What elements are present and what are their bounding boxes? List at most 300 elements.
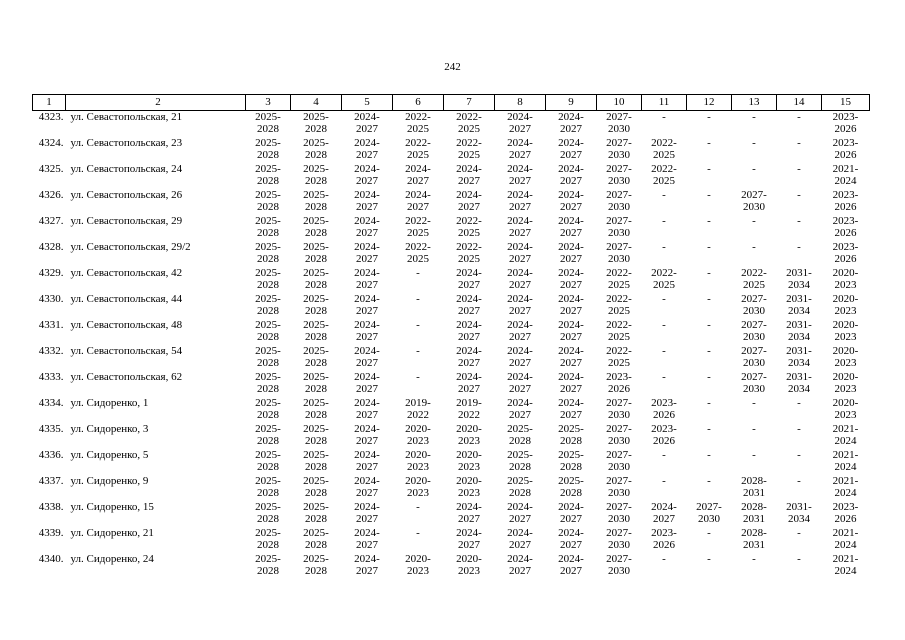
period-cell: [687, 475, 732, 501]
period-end: 2024: [834, 565, 857, 577]
period-cell: [495, 189, 546, 215]
row-number: 4326.: [38, 189, 64, 201]
row-number: 4339.: [38, 527, 64, 539]
period-cell: [291, 163, 342, 189]
period-start: 2020-: [832, 319, 859, 331]
period-start: 2020-: [456, 449, 482, 461]
period-cell: [687, 527, 732, 553]
period-end: 2023: [834, 305, 857, 317]
period-end: 2034: [788, 513, 810, 525]
period-end: 2027: [560, 227, 582, 239]
period-start: -: [416, 267, 420, 279]
period-end: 2027: [356, 305, 378, 317]
period-cell: [246, 345, 291, 371]
period-start: 2023-: [651, 397, 677, 409]
period-end: 2027: [407, 175, 429, 187]
period-cell: [687, 215, 732, 241]
column-header: 14: [777, 95, 822, 111]
period-cell: [342, 189, 393, 215]
period-start: -: [707, 215, 711, 227]
table-row: [33, 189, 870, 215]
period-start: 2023-: [832, 189, 859, 201]
column-header: 8: [495, 95, 546, 111]
period-cell: [444, 527, 495, 553]
period-cell: [342, 423, 393, 449]
period-end: 2027: [356, 149, 378, 161]
period-end: 2028: [560, 435, 582, 447]
period-start: 2025-: [558, 449, 584, 461]
period-end: 2025: [743, 279, 765, 291]
period-cell: [246, 189, 291, 215]
period-end: 2027: [560, 565, 582, 577]
period-end: 2027: [458, 201, 480, 213]
period-cell: [342, 397, 393, 423]
period-start: 2020-: [405, 423, 431, 435]
period-cell: [444, 397, 495, 423]
period-start: 2024-: [558, 137, 584, 149]
period-start: -: [707, 319, 711, 331]
period-end: 2027: [356, 175, 378, 187]
period-start: -: [662, 189, 666, 201]
period-cell: [597, 371, 642, 397]
period-start: 2022-: [606, 293, 632, 305]
period-start: 2024-: [354, 137, 380, 149]
table-row: [33, 293, 870, 319]
period-start: 2021-: [832, 527, 859, 539]
period-start: 2025-: [255, 241, 281, 253]
period-end: 2025: [407, 149, 429, 161]
column-header: 13: [732, 95, 777, 111]
period-cell: [291, 137, 342, 163]
period-start: -: [797, 189, 801, 201]
period-start: -: [662, 241, 666, 253]
period-end: 2025: [458, 149, 480, 161]
period-start: 2024-: [354, 215, 380, 227]
period-end: 2027: [560, 409, 582, 421]
period-cell: [393, 215, 444, 241]
period-cell: [246, 449, 291, 475]
period-start: 2020-: [405, 449, 431, 461]
period-start: 2024-: [507, 241, 533, 253]
period-cell: [777, 189, 822, 215]
period-cell: [342, 501, 393, 527]
period-cell: [822, 241, 870, 267]
period-start: 2024-: [558, 527, 584, 539]
period-end: 2027: [560, 383, 582, 395]
period-end: 2028: [305, 357, 327, 369]
period-end: 2024: [834, 435, 857, 447]
row-number: 4325.: [38, 163, 64, 175]
row-number: 4336.: [38, 449, 64, 461]
period-start: 2024-: [456, 163, 482, 175]
period-end: 2028: [257, 435, 279, 447]
period-start: 2021-: [832, 553, 859, 565]
period-end: 2023: [407, 565, 429, 577]
period-cell: [642, 189, 687, 215]
period-start: 2027-: [606, 423, 632, 435]
period-start: 2025-: [303, 449, 329, 461]
period-cell: [822, 293, 870, 319]
period-end: 2027: [509, 383, 531, 395]
period-end: 2027: [509, 175, 531, 187]
period-start: 2025-: [303, 267, 329, 279]
period-start: 2022-: [741, 267, 767, 279]
period-end: 2034: [788, 305, 810, 317]
period-start: -: [797, 553, 801, 565]
period-end: 2027: [509, 305, 531, 317]
period-cell: [597, 189, 642, 215]
period-end: 2027: [509, 201, 531, 213]
period-cell: [642, 111, 687, 138]
period-cell: [642, 267, 687, 293]
period-start: -: [797, 111, 801, 123]
period-end: 2027: [458, 305, 480, 317]
period-start: 2027-: [741, 371, 767, 383]
period-cell: [777, 345, 822, 371]
period-start: 2031-: [786, 319, 812, 331]
period-end: 2028: [305, 539, 327, 551]
period-cell: [687, 449, 732, 475]
period-cell: [732, 527, 777, 553]
table-row: [33, 137, 870, 163]
period-end: 2030: [743, 305, 765, 317]
period-cell: [777, 111, 822, 138]
period-start: 2025-: [303, 527, 329, 539]
period-cell: [777, 293, 822, 319]
period-cell: [642, 371, 687, 397]
period-cell: [687, 163, 732, 189]
period-cell: [822, 371, 870, 397]
address-cell: ул. Сидоренко, 24: [70, 553, 154, 565]
period-cell: [342, 163, 393, 189]
period-start: 2025-: [558, 475, 584, 487]
period-end: 2027: [356, 227, 378, 239]
period-end: 2025: [608, 357, 630, 369]
period-end: 2028: [257, 409, 279, 421]
period-end: 2027: [356, 409, 378, 421]
period-cell: [822, 345, 870, 371]
period-cell: [687, 189, 732, 215]
row-number: 4335.: [38, 423, 64, 435]
period-cell: [342, 215, 393, 241]
period-end: 2027: [458, 331, 480, 343]
period-start: 2025-: [255, 397, 281, 409]
period-end: 2028: [305, 201, 327, 213]
table-row: [33, 111, 870, 138]
period-cell: [546, 293, 597, 319]
period-start: 2022-: [456, 137, 482, 149]
period-cell: [291, 241, 342, 267]
address-cell: ул. Сидоренко, 3: [70, 423, 149, 435]
period-cell: [732, 397, 777, 423]
period-start: -: [662, 319, 666, 331]
period-cell: [732, 215, 777, 241]
period-start: -: [797, 241, 801, 253]
period-cell: [495, 267, 546, 293]
period-end: 2023: [834, 279, 857, 291]
table-row: [33, 475, 870, 501]
period-start: 2024-: [507, 163, 533, 175]
period-start: 2024-: [354, 345, 380, 357]
period-cell: [291, 475, 342, 501]
period-start: 2020-: [832, 267, 859, 279]
period-cell: [393, 397, 444, 423]
period-start: 2025-: [255, 475, 281, 487]
period-end: 2027: [407, 201, 429, 213]
period-cell: [291, 371, 342, 397]
period-cell: [546, 475, 597, 501]
period-end: 2027: [458, 175, 480, 187]
column-header: 7: [444, 95, 495, 111]
period-start: 2025-: [507, 475, 533, 487]
period-end: 2028: [305, 331, 327, 343]
period-start: 2024-: [354, 241, 380, 253]
address-cell: ул. Сидоренко, 15: [70, 501, 154, 513]
period-end: 2024: [834, 175, 857, 187]
period-cell: [546, 111, 597, 138]
period-cell: [291, 423, 342, 449]
table-row: [33, 449, 870, 475]
period-start: 2024-: [558, 111, 584, 123]
period-cell: [495, 163, 546, 189]
period-end: 2027: [356, 357, 378, 369]
period-end: 2026: [834, 513, 857, 525]
period-start: 2024-: [456, 267, 482, 279]
period-cell: [546, 501, 597, 527]
period-cell: [597, 345, 642, 371]
period-start: 2022-: [405, 111, 431, 123]
period-cell: [687, 319, 732, 345]
period-cell: [393, 423, 444, 449]
period-start: 2027-: [606, 189, 632, 201]
period-start: 2027-: [606, 397, 632, 409]
period-end: 2026: [834, 123, 857, 135]
period-end: 2027: [356, 435, 378, 447]
period-end: 2030: [608, 513, 630, 525]
period-start: 2020-: [832, 293, 859, 305]
period-cell: [687, 241, 732, 267]
period-end: 2027: [509, 565, 531, 577]
period-cell: [291, 111, 342, 138]
period-end: 2028: [305, 227, 327, 239]
period-start: 2024-: [558, 371, 584, 383]
period-cell: [393, 293, 444, 319]
period-cell: [495, 475, 546, 501]
period-start: 2025-: [303, 371, 329, 383]
period-cell: [495, 293, 546, 319]
period-cell: [393, 319, 444, 345]
period-cell: [291, 215, 342, 241]
period-cell: [687, 111, 732, 138]
column-header: 5: [342, 95, 393, 111]
period-cell: [246, 475, 291, 501]
period-start: 2022-: [405, 241, 431, 253]
period-start: 2027-: [606, 137, 632, 149]
table-row: [33, 501, 870, 527]
period-cell: [777, 163, 822, 189]
period-end: 2026: [834, 201, 857, 213]
period-start: 2022-: [651, 137, 677, 149]
period-end: 2027: [356, 539, 378, 551]
period-start: 2025-: [255, 319, 281, 331]
period-start: 2027-: [606, 111, 632, 123]
period-end: 2025: [653, 175, 675, 187]
period-start: -: [797, 423, 801, 435]
period-start: -: [662, 553, 666, 565]
period-end: 2028: [257, 253, 279, 265]
period-end: 2034: [788, 357, 810, 369]
period-cell: [597, 423, 642, 449]
period-end: 2027: [458, 539, 480, 551]
period-end: 2034: [788, 279, 810, 291]
period-end: 2024: [834, 487, 857, 499]
table-row: [33, 553, 870, 579]
period-start: 2025-: [303, 241, 329, 253]
period-cell: [291, 527, 342, 553]
period-start: 2024-: [507, 215, 533, 227]
period-cell: [642, 241, 687, 267]
period-end: 2025: [458, 253, 480, 265]
period-start: 2025-: [303, 501, 329, 513]
period-start: 2020-: [832, 397, 859, 409]
period-cell: [444, 319, 495, 345]
period-end: 2027: [356, 201, 378, 213]
period-start: 2027-: [741, 189, 767, 201]
period-start: 2025-: [255, 137, 281, 149]
period-start: -: [707, 527, 711, 539]
schedule-table: [32, 94, 870, 579]
period-start: 2020-: [405, 475, 431, 487]
period-start: 2022-: [456, 241, 482, 253]
period-cell: [732, 423, 777, 449]
row-number: 4328.: [38, 241, 64, 253]
period-start: 2027-: [606, 215, 632, 227]
period-end: 2027: [458, 383, 480, 395]
column-header: 6: [393, 95, 444, 111]
period-cell: [393, 371, 444, 397]
period-start: -: [797, 215, 801, 227]
period-cell: [393, 527, 444, 553]
period-end: 2028: [305, 409, 327, 421]
row-number: 4330.: [38, 293, 64, 305]
period-end: 2027: [356, 461, 378, 473]
period-cell: [546, 137, 597, 163]
table-row: [33, 423, 870, 449]
period-end: 2028: [257, 357, 279, 369]
table-row: [33, 527, 870, 553]
row-number: 4332.: [38, 345, 64, 357]
period-cell: [597, 241, 642, 267]
row-number: 4329.: [38, 267, 64, 279]
period-start: -: [752, 423, 756, 435]
period-end: 2031: [743, 513, 765, 525]
period-start: 2024-: [354, 267, 380, 279]
period-cell: [246, 319, 291, 345]
period-start: -: [752, 241, 756, 253]
period-start: -: [752, 397, 756, 409]
period-cell: [342, 475, 393, 501]
period-start: 2023-: [651, 527, 677, 539]
period-end: 2028: [509, 461, 531, 473]
period-cell: [732, 137, 777, 163]
period-cell: [246, 241, 291, 267]
period-cell: [822, 475, 870, 501]
period-start: 2024-: [558, 267, 584, 279]
period-cell: [822, 163, 870, 189]
column-header: 3: [246, 95, 291, 111]
period-end: 2027: [509, 279, 531, 291]
period-end: 2027: [356, 565, 378, 577]
period-start: 2022-: [606, 319, 632, 331]
period-cell: [597, 449, 642, 475]
period-end: 2027: [509, 357, 531, 369]
period-end: 2027: [560, 539, 582, 551]
period-cell: [444, 553, 495, 579]
period-start: 2025-: [255, 189, 281, 201]
period-end: 2030: [698, 513, 720, 525]
period-start: 2024-: [507, 345, 533, 357]
period-end: 2023: [458, 461, 480, 473]
period-cell: [495, 423, 546, 449]
period-start: 2031-: [786, 267, 812, 279]
period-cell: [291, 345, 342, 371]
period-start: -: [797, 527, 801, 539]
period-cell: [546, 345, 597, 371]
period-cell: [444, 475, 495, 501]
period-cell: [777, 527, 822, 553]
period-end: 2023: [834, 357, 857, 369]
period-start: 2022-: [606, 267, 632, 279]
period-end: 2028: [257, 487, 279, 499]
period-end: 2027: [560, 149, 582, 161]
row-number: 4334.: [38, 397, 64, 409]
period-cell: [342, 267, 393, 293]
period-start: 2024-: [354, 449, 380, 461]
period-end: 2027: [560, 175, 582, 187]
period-cell: [246, 553, 291, 579]
address-cell: ул. Севастопольская, 42: [70, 267, 183, 279]
period-cell: [732, 553, 777, 579]
period-start: -: [752, 137, 756, 149]
period-start: 2024-: [354, 293, 380, 305]
period-cell: [444, 293, 495, 319]
period-cell: [822, 319, 870, 345]
period-start: -: [416, 319, 420, 331]
period-end: 2028: [257, 305, 279, 317]
period-end: 2025: [608, 279, 630, 291]
period-end: 2030: [608, 175, 630, 187]
table-row: [33, 345, 870, 371]
period-end: 2023: [834, 383, 857, 395]
period-cell: [546, 189, 597, 215]
period-cell: [246, 501, 291, 527]
period-start: -: [707, 345, 711, 357]
period-end: 2027: [458, 357, 480, 369]
period-start: 2022-: [651, 163, 677, 175]
period-end: 2028: [305, 253, 327, 265]
period-start: 2028-: [741, 527, 767, 539]
period-cell: [342, 449, 393, 475]
period-cell: [444, 189, 495, 215]
period-cell: [597, 475, 642, 501]
period-start: 2025-: [303, 397, 329, 409]
address-cell: ул. Севастопольская, 48: [70, 319, 183, 331]
period-cell: [444, 449, 495, 475]
period-cell: [777, 475, 822, 501]
period-cell: [444, 423, 495, 449]
period-cell: [444, 371, 495, 397]
period-cell: [597, 501, 642, 527]
